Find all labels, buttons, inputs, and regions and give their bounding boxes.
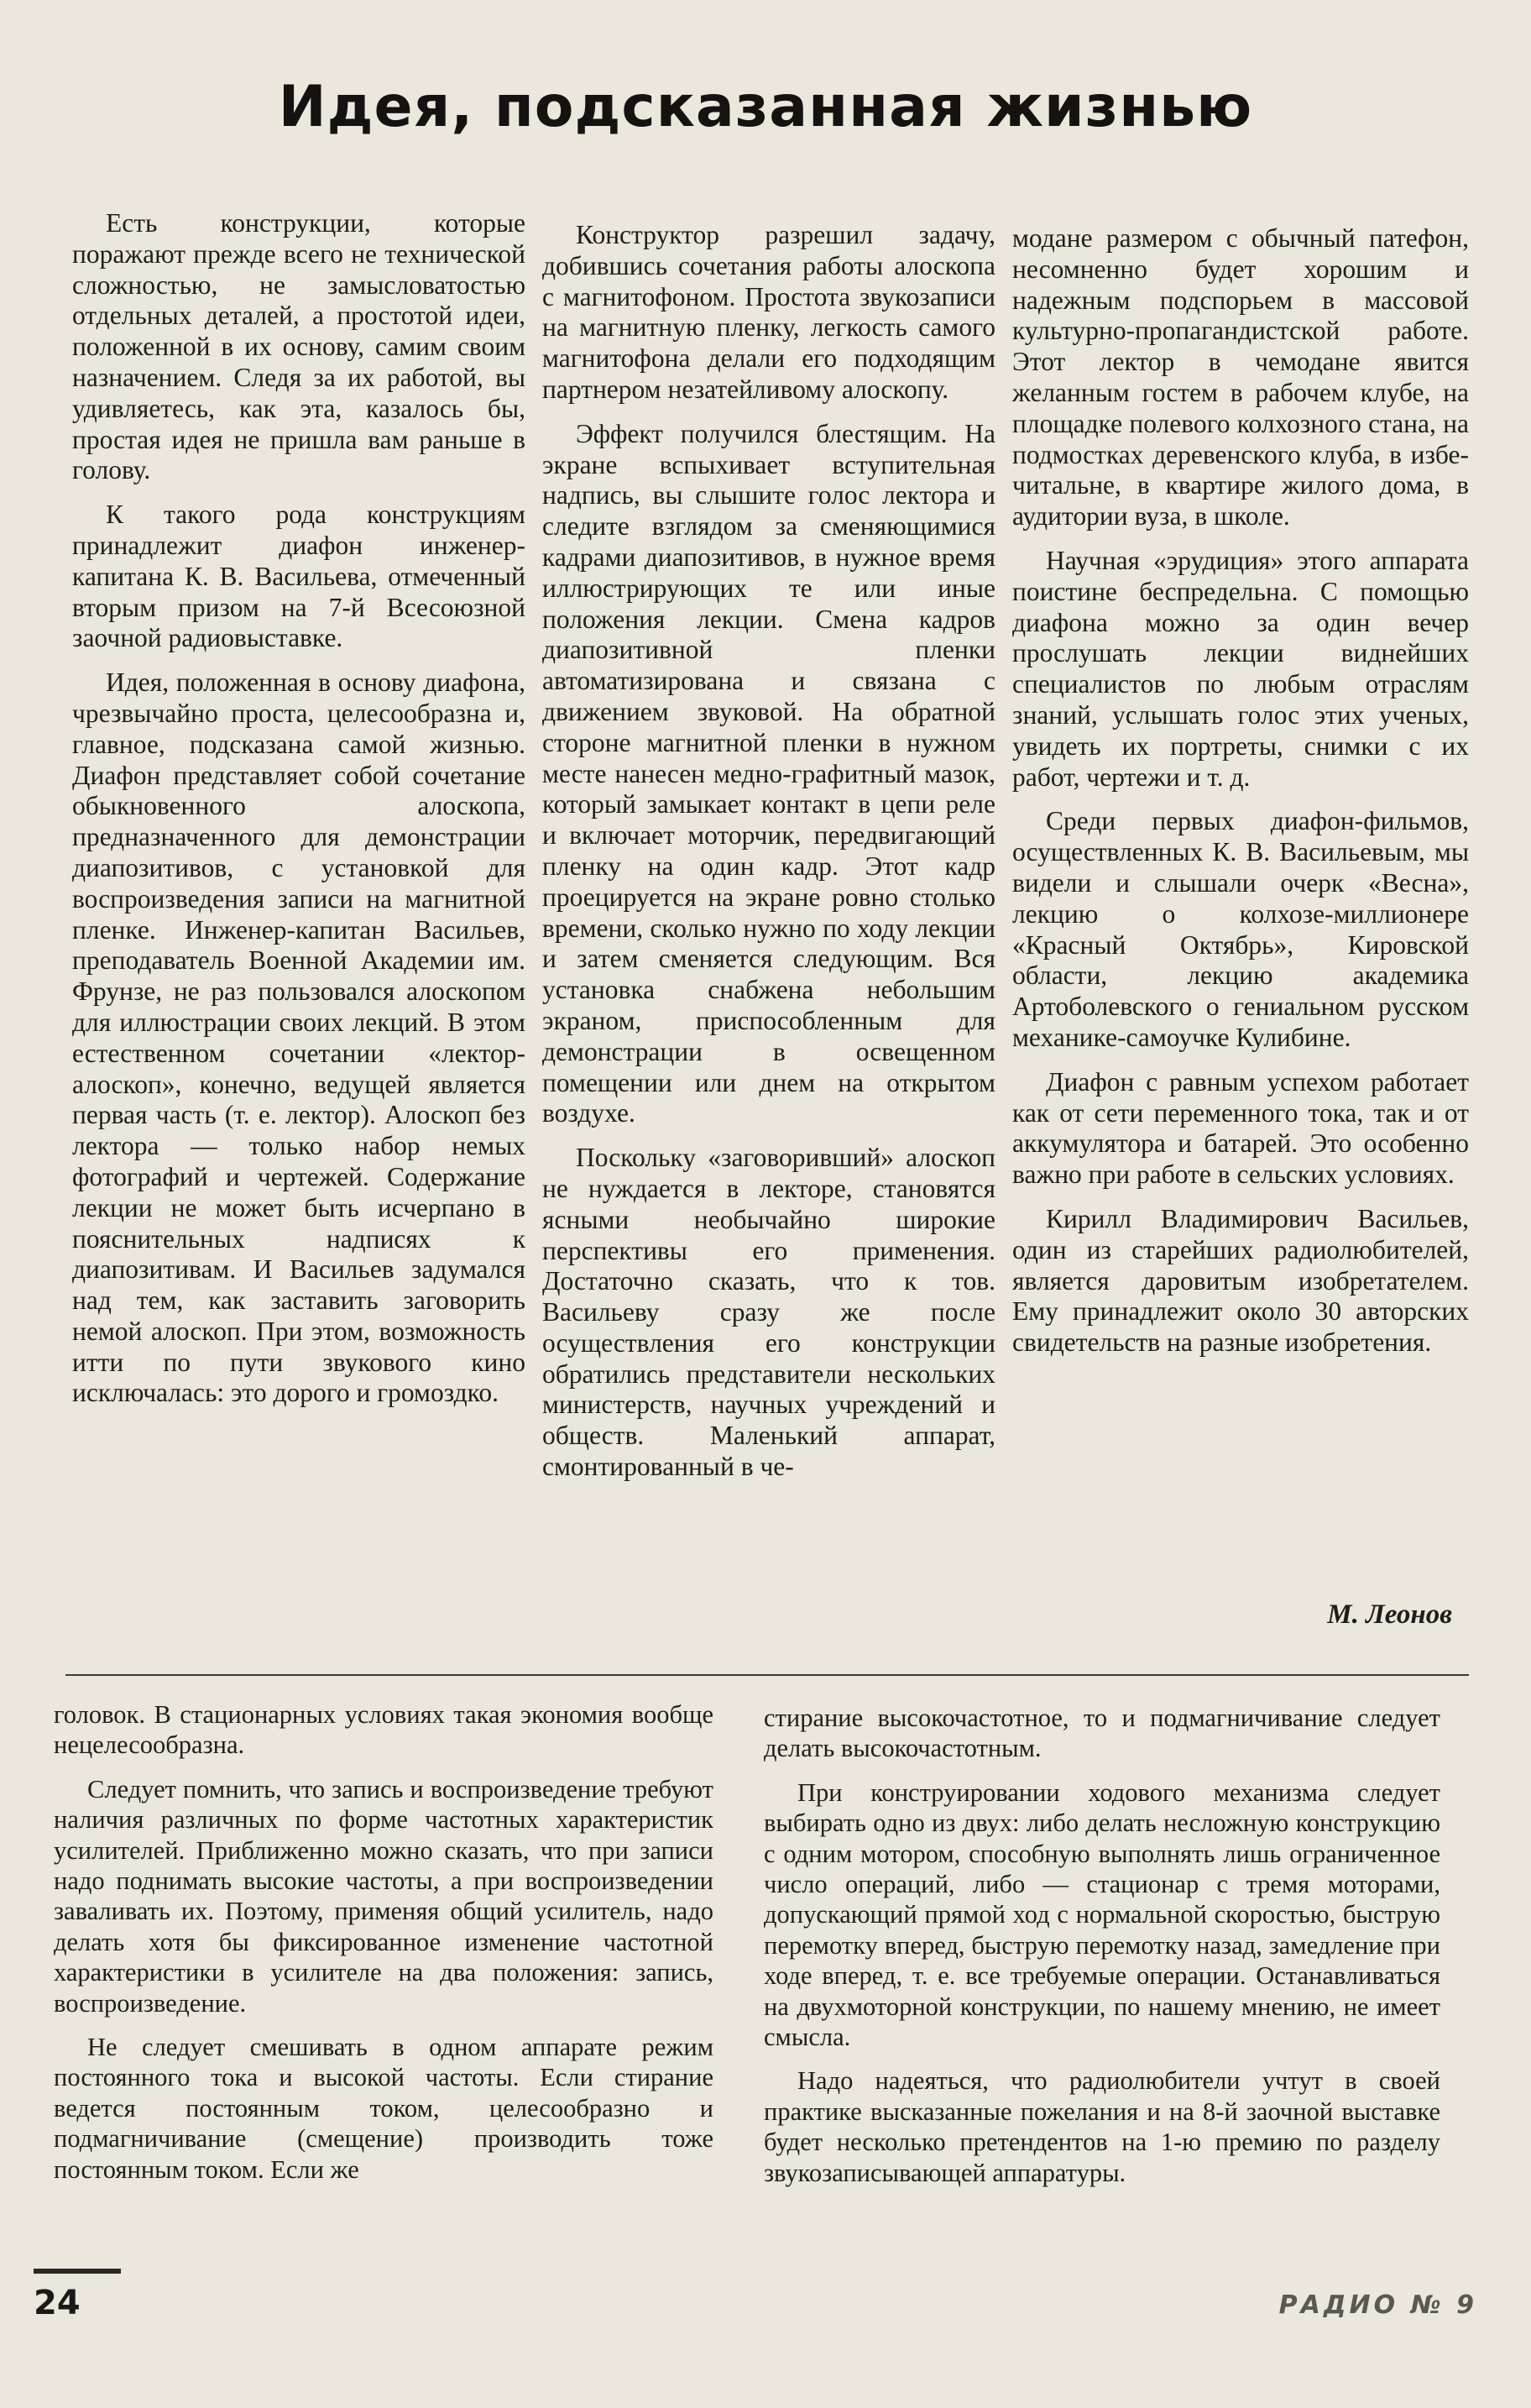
continuation-column-right xyxy=(764,1703,1440,2201)
section-divider xyxy=(65,1674,1469,1676)
paragraph: Не следует смешивать в одном аппарате режим постоянного тока и высокой частоты. Если стирание ведется постоянным током, целесообразно и подмагничивание (смещение) производить тоже постоянным током. Если же xyxy=(54,2033,713,2184)
author-signature: М. Леонов xyxy=(1327,1599,1452,1630)
paragraph: Диафон с равным успехом работает как от сети переменного тока, так и от аккумулятора и батарей. Это особенно важно при работе в сельских условиях. xyxy=(1012,1066,1469,1190)
continuation-column-left xyxy=(54,1699,713,2198)
paragraph: К такого рода конструкциям принадлежит диафон инженер-капитана К. В. Васильева, отмеченный вторым призом на 7-й Всесоюзной заочной радиовыставке. xyxy=(72,500,525,653)
paragraph: Поскольку «заговоривший» алоскоп не нуждается в лекторе, становятся ясными необычайно широкие перспективы его применения. Достаточно сказать, что к тов. Васильеву сразу же после осуществления его конструкции обратились представители нескольких министерств, научных учреждений и обществ. Маленький аппарат, смонтированный в че- xyxy=(542,1143,995,1482)
paragraph: Идея, положенная в основу диафона, чрезвычайно проста, целесообразна и, главное, подсказана самой жизнью. Диафон представляет собой сочетание обыкновенного алоскопа, предназначенного для демонстрации диапозитивов, с установкой для воспроизведения записи на магнитной пленке. Инженер-капитан Васильев, преподаватель Военной Академии им. Фрунзе, не раз пользовался алоскопом для иллюстрации своих лекций. В этом естественном сочетании «лектор-алоскоп», конечно, ведущей является первая часть (т. е. лектор). Алоскоп без лектора — только набор немых фотографий и чертежей. Содержание лекции не может быть исчерпано в пояснительных надписях к диапозитивам. И Васильев задумался над тем, как заставить заговорить немой алоскоп. При этом, возможность итти по пути звукового кино исключалась: это дорого и громоздко. xyxy=(72,667,525,1408)
paragraph: Есть конструкции, которые поражают прежде всего не технической сложностью, не замысловатостью отдельных деталей, а простотой идеи, положенной в их основу, самим своим назначением. Следя за их работой, вы удивляетесь, как эта, казалось бы, простая идея не пришла вам раньше в голову. xyxy=(72,208,525,485)
article-title: Идея, подсказанная жизнью xyxy=(278,74,1253,140)
paragraph: головок. В стационарных условиях такая экономия вообще нецелесообразна. xyxy=(54,1700,713,1760)
paragraph: Следует помнить, что запись и воспроизведение требуют наличия различных по форме частотных характеристик усилителей. Приближенно можно сказать, что при записи надо поднимать высокие частоты, а при воспроизведении заваливать их. Поэтому, применяя общий усилитель, надо делать хотя бы фиксированное изменение частотной характеристики в усилителе на два положения: запись, воспроизведение. xyxy=(54,1774,713,2018)
magazine-footer: РАДИО № 9 xyxy=(1278,2290,1477,2320)
page-number-bar xyxy=(34,2269,121,2274)
article-column-2 xyxy=(542,220,995,1496)
paragraph: Среди первых диафон-фильмов, осуществленных К. В. Васильевым, мы видели и слышали очерк «Весна», лекцию о колхозе-миллионере «Красный Октябрь», Кировской области, лекцию академика Артоболевского о гениальном русском механике-самоучке Кулибине. xyxy=(1012,806,1469,1052)
paragraph: При конструировании ходового механизма следует выбирать одно из двух: либо делать несложную конструкцию с одним мотором, способную выполнять лишь ограниченное число операций, либо — стационар с тремя моторами, допускающий прямой ход с нормальной скоростью, быструю перемотку вперед, быструю перемотку назад, замедление при ходе вперед, т. е. все требуемые операции. Останавливаться на двухмоторной конструкции, по нашему мнению, не имеет смысла. xyxy=(764,1777,1440,2052)
article-column-1 xyxy=(72,208,525,1422)
paragraph: модане размером с обычный патефон, несомненно будет хорошим и надежным подспорьем в массовой культурно-пропагандистской работе. Этот лектор в чемодане явится желанным гостем в рабочем клубе, на площадке полевого колхозного стана, на подмостках деревенского клуба, в избе-читальне, в квартире жилого дома, в аудитории вуза, в школе. xyxy=(1012,223,1469,531)
paragraph: стирание высокочастотное, то и подмагничивание следует делать высокочастотным. xyxy=(764,1704,1440,1763)
paragraph: Кирилл Владимирович Васильев, один из старейших радиолюбителей, является даровитым изобретателем. Ему принадлежит около 30 авторских свидетельств на разные изобретения. xyxy=(1012,1203,1469,1358)
paragraph: Эффект получился блестящим. На экране вспыхивает вступительная надпись, вы слышите голос лектора и следите взглядом за сменяющимися кадрами диапозитивов, в нужное время иллюстрирующих те или иные положения лекции. Смена кадров диапозитивной пленки автоматизирована и связана с движением звуковой. На обратной стороне магнитной пленки в нужном месте нанесен медно-графитный мазок, который замыкает контакт в цепи реле и включает моторчик, передвигающий пленку на один кадр. Этот кадр проецируется на экране ровно столько времени, сколько нужно по ходу лекции и затем сменяется следующим. Вся установка снабжена небольшим экраном, приспособленным для демонстрации в освещенном помещении или днем на открытом воздухе. xyxy=(542,418,995,1128)
page-number: 24 xyxy=(34,2284,81,2322)
paragraph: Конструктор разрешил задачу, добившись сочетания работы алоскопа с магнитофоном. Простота звукозаписи на магнитную пленку, легкость самого магнитофона делали его подходящим партнером незатейливому алоскопу. xyxy=(542,220,995,404)
paragraph: Научная «эрудиция» этого аппарата поистине беспредельна. С помощью диафона можно за один вечер прослушать лекции виднейших специалистов по любым отраслям знаний, услышать голос этих ученых, увидеть их портреты, снимки с их работ, чертежи и т. д. xyxy=(1012,545,1469,792)
article-column-3 xyxy=(1012,223,1469,1372)
paragraph: Надо надеяться, что радиолюбители учтут в своей практике высказанные пожелания и на 8-й заочной выставке будет несколько претендентов на 1-ю премию по разделу звукозаписывающей аппаратуры. xyxy=(764,2066,1440,2187)
